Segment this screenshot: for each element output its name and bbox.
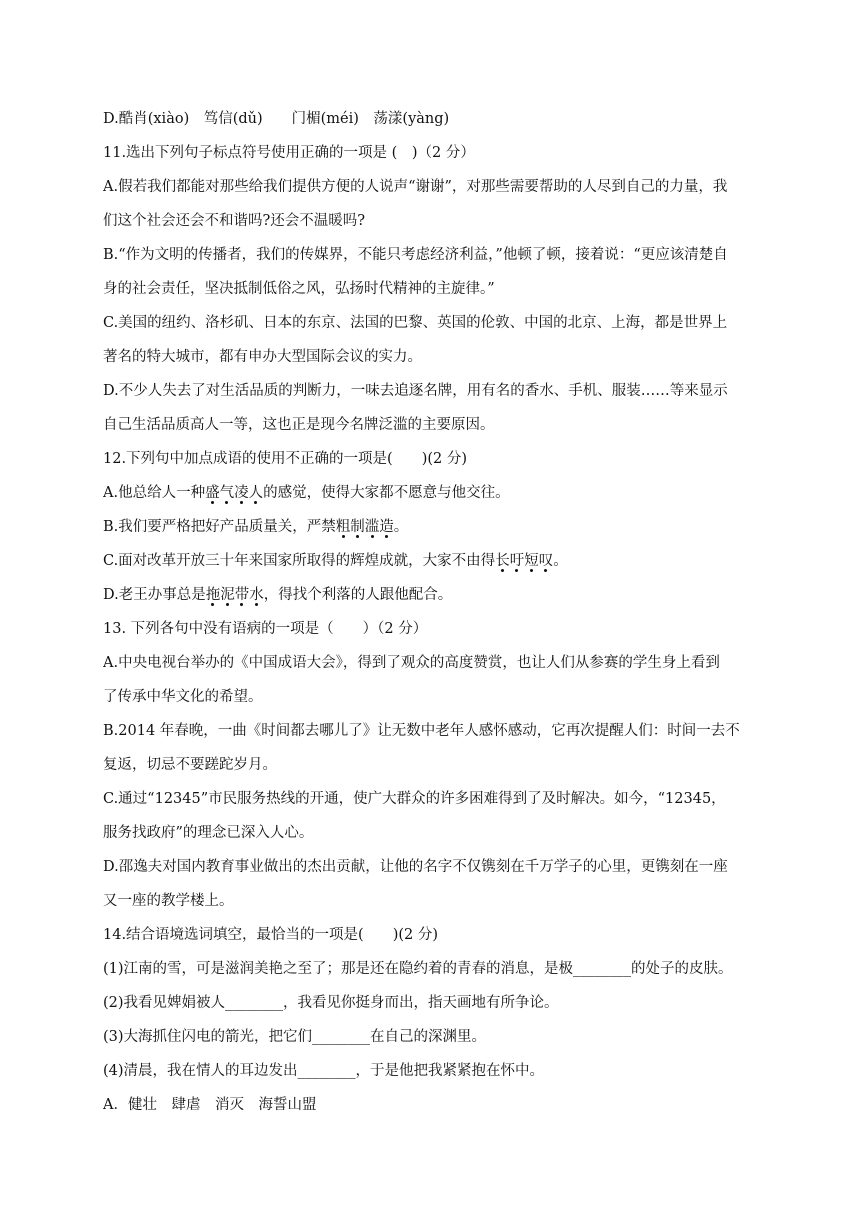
q13-option-b-line-1: B.2014 年春晚，一曲《时间都去哪儿了》让无数中老年人感怀感动，它再次提醒人们：时间一去不 <box>103 723 740 739</box>
dotted-char: 人 <box>248 485 264 501</box>
q13-option-a-line-2: 了传承中华文化的希望。 <box>103 689 263 705</box>
dotted-char: 造 <box>379 519 394 535</box>
dotted-char: 滥 <box>364 519 380 535</box>
q13-option-a-line-1: A.中央电视台举办的《中国成语大会》，得到了观众的高度赞赏，也让人们从参赛的学生身上看到 <box>103 655 720 671</box>
q12-option-d <box>103 584 763 607</box>
q14-option-a: A．健壮 肆虐 消灭 海誓山盟 <box>103 1097 317 1113</box>
dotted-char: 长 <box>495 553 510 569</box>
dotted-char: 吁 <box>509 553 525 569</box>
q11-option-b-line-2: 身的社会责任，坚决抵制低俗之风，弘扬时代精神的主旋律。” <box>103 281 495 297</box>
q12-option-a <box>103 482 763 505</box>
dotted-char: 盛 <box>205 485 220 501</box>
dotted-char: 叹 <box>538 553 554 569</box>
dotted-char: 带 <box>234 587 250 603</box>
question-content <box>103 108 763 1117</box>
q13-option-d-line-1: D.邵逸夫对国内教育事业做出的杰出贡献，让他的名字不仅镌刻在千万学子的心里，更镌刻在一座 <box>103 859 728 875</box>
question-14-stem: 14.结合语境选词填空，最恰当的一项是( )(2 分) <box>103 927 439 943</box>
q13-option-c-line-1: C.通过“12345”市民服务热线的开通，使广大群众的许多困难得到了及时解决。如今，“12345， <box>103 791 726 807</box>
q14-sentence-3: (3)大海抓住闪电的箭光，把它们________在自己的深渊里。 <box>103 1029 487 1045</box>
question-12-stem: 12.下列句中加点成语的使用不正确的一项是( )(2 分) <box>103 451 468 467</box>
q11-option-a-line-2: 们这个社会还会不和谐吗?还会不温暖吗? <box>103 213 366 229</box>
question-11-stem: 11.选出下列句子标点符号使用正确的一项是 ( )（2 分） <box>103 145 475 161</box>
q11-option-a-line-1: A.假若我们都能对那些给我们提供方便的人说声“谢谢”，对那些需要帮助的人尽到自己的力量，我 <box>103 179 728 195</box>
option-text: 。 <box>553 553 568 569</box>
q12-option-b <box>103 516 763 539</box>
q11-option-b-line-1: B.“作为文明的传播者，我们的传媒界，不能只考虑经济利益，”他顿了顿，接着说：“更应该清楚自 <box>103 247 728 263</box>
q12-option-c <box>103 550 763 573</box>
option-line: D.酷肖(xiào) 笃信(dǔ) 门楣(méi) 荡漾(yàng) <box>103 111 450 127</box>
q14-sentence-4: (4)清晨，我在情人的耳边发出________，于是他把我紧紧抱在怀中。 <box>103 1063 545 1079</box>
dotted-char: 凌 <box>234 485 249 501</box>
q11-option-c-line-1: C.美国的纽约、洛杉矶、日本的东京、法国的巴黎、英国的伦敦、中国的北京、上海，都是世界上 <box>103 315 728 331</box>
option-text: A.他总给人一种 <box>103 485 206 501</box>
q13-option-d-line-2: 又一座的教学楼上。 <box>103 893 234 909</box>
option-text: C.面对改革开放三十年来国家所取得的辉煌成就，大家不由得 <box>103 553 496 569</box>
option-text: B.我们要严格把好产品质量关，严禁 <box>103 519 336 535</box>
q14-sentence-1: (1)江南的雪，可是滋润美艳之至了；那是还在隐约着的青春的消息，是极________的处子的皮肤。 <box>103 961 733 977</box>
q11-option-d-line-2: 自己生活品质高人一等，这也正是现今名牌泛滥的主要原因。 <box>103 417 495 433</box>
question-13-stem: 13. 下列各句中没有语病的一项是（ ）（2 分） <box>103 621 428 637</box>
option-text: D.老王办事总是 <box>103 587 206 603</box>
dotted-char: 泥 <box>220 587 235 603</box>
q13-option-b-line-2: 复返，切忌不要蹉跎岁月。 <box>103 757 277 773</box>
q11-option-d-line-1: D.不少人失去了对生活品质的判断力，一味去追逐名牌，用有名的香水、手机、服装……等来显示 <box>103 383 728 399</box>
dotted-char: 拖 <box>205 587 221 603</box>
dotted-char: 粗 <box>335 519 351 535</box>
q11-option-c-line-2: 著名的特大城市，都有申办大型国际会议的实力。 <box>103 349 422 365</box>
dotted-char: 水 <box>249 587 264 603</box>
q14-sentence-2: (2)我看见婢娟被人________，我看见你挺身而出，指天画地有所争论。 <box>103 995 559 1011</box>
option-text: 的感觉，使得大家都不愿意与他交往。 <box>263 485 510 501</box>
q13-option-c-line-2: 服务找政府”的理念已深入人心。 <box>103 825 314 841</box>
option-text: 。 <box>393 519 409 535</box>
dotted-char: 气 <box>219 485 235 501</box>
dotted-char: 短 <box>524 553 539 569</box>
dotted-char: 制 <box>350 519 365 535</box>
option-text: ，得找个利落的人跟他配合。 <box>263 587 453 603</box>
